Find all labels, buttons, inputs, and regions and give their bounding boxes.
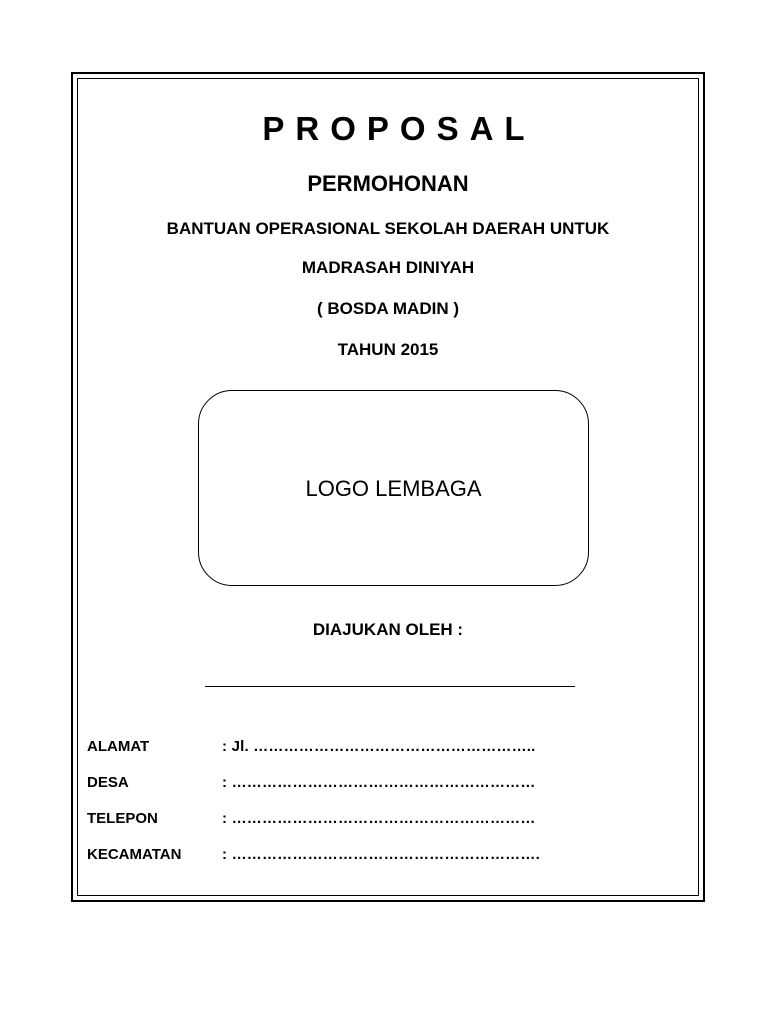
info-row-desa — [87, 774, 540, 810]
info-label: KECAMATAN — [87, 846, 182, 863]
heading-line-4: TAHUN 2015 — [337, 340, 439, 359]
proposal-title: PROPOSAL — [262, 110, 536, 147]
info-value: : …………………………………………………… — [222, 810, 536, 827]
info-label: TELEPON — [87, 810, 158, 827]
info-label: ALAMAT — [87, 738, 150, 755]
institution-info — [87, 738, 540, 882]
info-row-kecamatan — [87, 846, 540, 882]
heading-line-2: MADRASAH DINIYAH — [301, 258, 475, 277]
info-label: DESA — [87, 774, 129, 791]
info-row-alamat — [87, 738, 540, 774]
info-row-telepon — [87, 810, 540, 846]
heading-line-1: BANTUAN OPERASIONAL SEKOLAH DAERAH UNTUK — [166, 219, 610, 238]
heading-line-3: ( BOSDA MADIN ) — [317, 299, 459, 318]
logo-placeholder-box — [198, 390, 589, 586]
submitted-by-label: DIAJUKAN OLEH : — [312, 620, 464, 639]
logo-placeholder-label: LOGO LEMBAGA — [305, 476, 482, 501]
proposal-subtitle: PERMOHONAN — [307, 171, 469, 196]
info-value: : Jl. ……………………………………………….. — [222, 738, 536, 755]
info-value: : ……………………………………………………. — [222, 846, 540, 863]
info-value: : …………………………………………………… — [222, 774, 536, 791]
signature-line — [205, 686, 575, 687]
